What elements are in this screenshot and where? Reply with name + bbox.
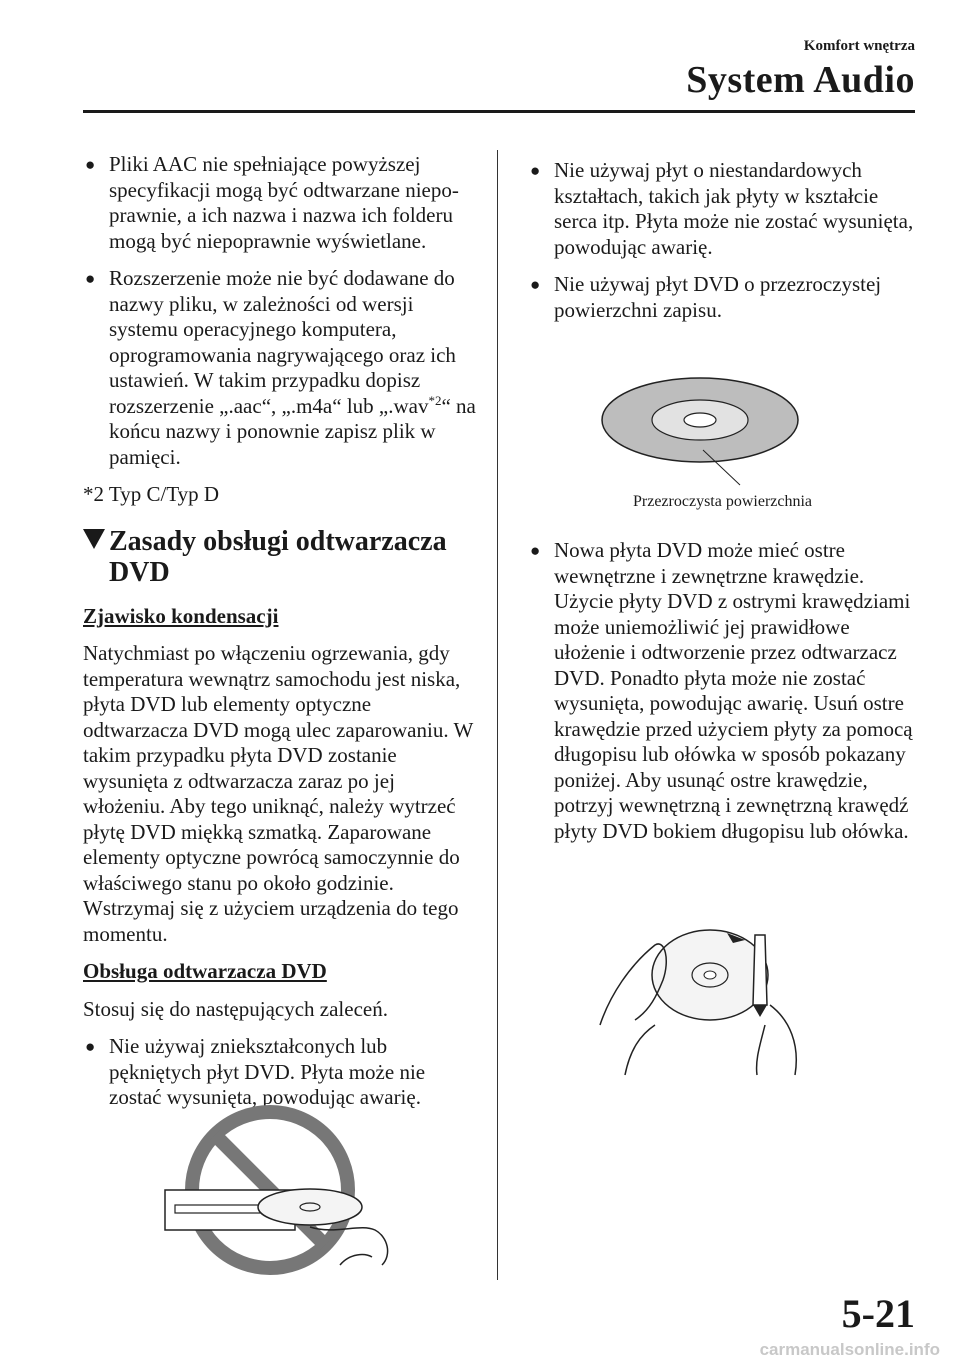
list-item-text: Pliki AAC nie spełniające powyższej specyfikacji mogą być odtwarzane niepo-prawnie, a ich nazwa i nazwa ich folderu mogą być niepoprawnie wyświetlane. bbox=[109, 152, 459, 253]
list-item-text: Nie używaj zniekształconych lub pękniętych płyt DVD. Płyta może nie zostać wysunięta, powodując awarię. bbox=[109, 1034, 426, 1109]
deburr-disc-illustration bbox=[595, 925, 815, 1080]
right-hand-icon bbox=[757, 1005, 797, 1075]
section-label: Komfort wnętrza bbox=[803, 38, 915, 54]
list-item-text: Nie używaj płyt DVD o przezroczystej powierzchni zapisu. bbox=[554, 272, 882, 322]
bullet-icon: ● bbox=[530, 541, 541, 560]
list-item-text: Nie używaj płyt o niestandardowych kształtach, takich jak płyty w kształcie serca itp. Płyta może nie zostać wysunięta, powodując awarię. bbox=[554, 158, 914, 259]
list-item-text: Rozszerzenie może nie być dodawane do nazwy pliku, w zależności od wersji systemu operacyjnego komputera, oprogramowania nagrywającego oraz ich ustawień. W takim przypadku dopisz rozszerzenie „.aac“, „.m4a“ lub „.wav bbox=[109, 266, 456, 418]
no-damaged-disc-illustration bbox=[160, 1105, 400, 1275]
bullet-icon: ● bbox=[85, 269, 96, 288]
disc-icon bbox=[258, 1189, 362, 1225]
list-item bbox=[528, 538, 918, 844]
list-item bbox=[83, 152, 478, 254]
list-item bbox=[528, 272, 918, 323]
subheading-handling: Obsługa odtwarzacza DVD bbox=[83, 959, 327, 983]
list-item bbox=[83, 1034, 478, 1111]
list-item-text: Nowa płyta DVD może mieć ostre wewnętrzne i zewnętrzne krawędzie. Użycie płyty DVD z ostrymi krawędziami może uniemożliwić jej prawidłowe ułożenie i odtworzenie przez odtwarzacz DVD. Ponadto płyta może nie zostać wysunięta, powodując awarię. Usuń ostre krawędzie przed użyciem płyty za pomocą długopisu lub ołówka w sposób pokazany poniżej. Aby usunąć ostre krawędzie, potrzyj wewnętrzną i zewnętrzną krawędź płyty DVD bokiem długopisu lub ołówka. bbox=[554, 538, 913, 843]
subheading-condensation: Zjawisko kondensacji bbox=[83, 603, 279, 628]
bullet-icon: ● bbox=[530, 275, 541, 294]
page-number: 5-21 bbox=[841, 1291, 915, 1336]
list-item bbox=[83, 266, 478, 470]
section-heading bbox=[83, 526, 478, 588]
watermark: carmanualsonline.info bbox=[759, 1340, 940, 1359]
transparent-disc-illustration bbox=[600, 375, 800, 490]
header-divider bbox=[83, 110, 915, 113]
page-title: System Audio bbox=[686, 59, 915, 101]
list-item bbox=[528, 158, 918, 260]
paragraph: Natychmiast po włączeniu ogrzewania, gdy temperatura wewnątrz samochodu jest niska, płyta DVD lub elementy optyczne odtwarzacza DVD mogą ulec zaparowaniu. W takim przypadku płyta DVD zostanie wysunięta z odtwarzacza zaraz po jej włożeniu. Aby tego uniknąć, należy wytrzeć płytę DVD miękką szmatką. Zaparowane elementy optyczne powrócą samoczynnie do właściwego stanu po około godzinie. Wstrzymaj się z użyciem urządzenia do tego momentu. bbox=[83, 641, 473, 946]
paragraph: Stosuj się do następujących zaleceń. bbox=[83, 996, 388, 1021]
bullet-icon: ● bbox=[85, 1037, 96, 1056]
right-column-lower bbox=[528, 538, 918, 856]
bullet-icon: ● bbox=[85, 155, 96, 174]
figure-caption: Przezroczysta powierzchnia bbox=[633, 493, 813, 510]
left-column bbox=[83, 152, 478, 1123]
column-divider bbox=[497, 150, 498, 1280]
bullet-icon: ● bbox=[530, 161, 541, 180]
triangle-down-icon bbox=[83, 529, 105, 549]
list-item-text-tail: “ na końcu nazwy i ponownie zapisz plik w pamięci. bbox=[109, 393, 476, 469]
pencil-icon bbox=[753, 935, 767, 1005]
right-column bbox=[528, 158, 918, 335]
footnote: *2 Typ C/Typ D bbox=[83, 482, 220, 506]
footnote-ref: *2 bbox=[428, 392, 442, 408]
section-heading-text: Zasady obsługi odtwarzacza DVD bbox=[109, 525, 447, 588]
